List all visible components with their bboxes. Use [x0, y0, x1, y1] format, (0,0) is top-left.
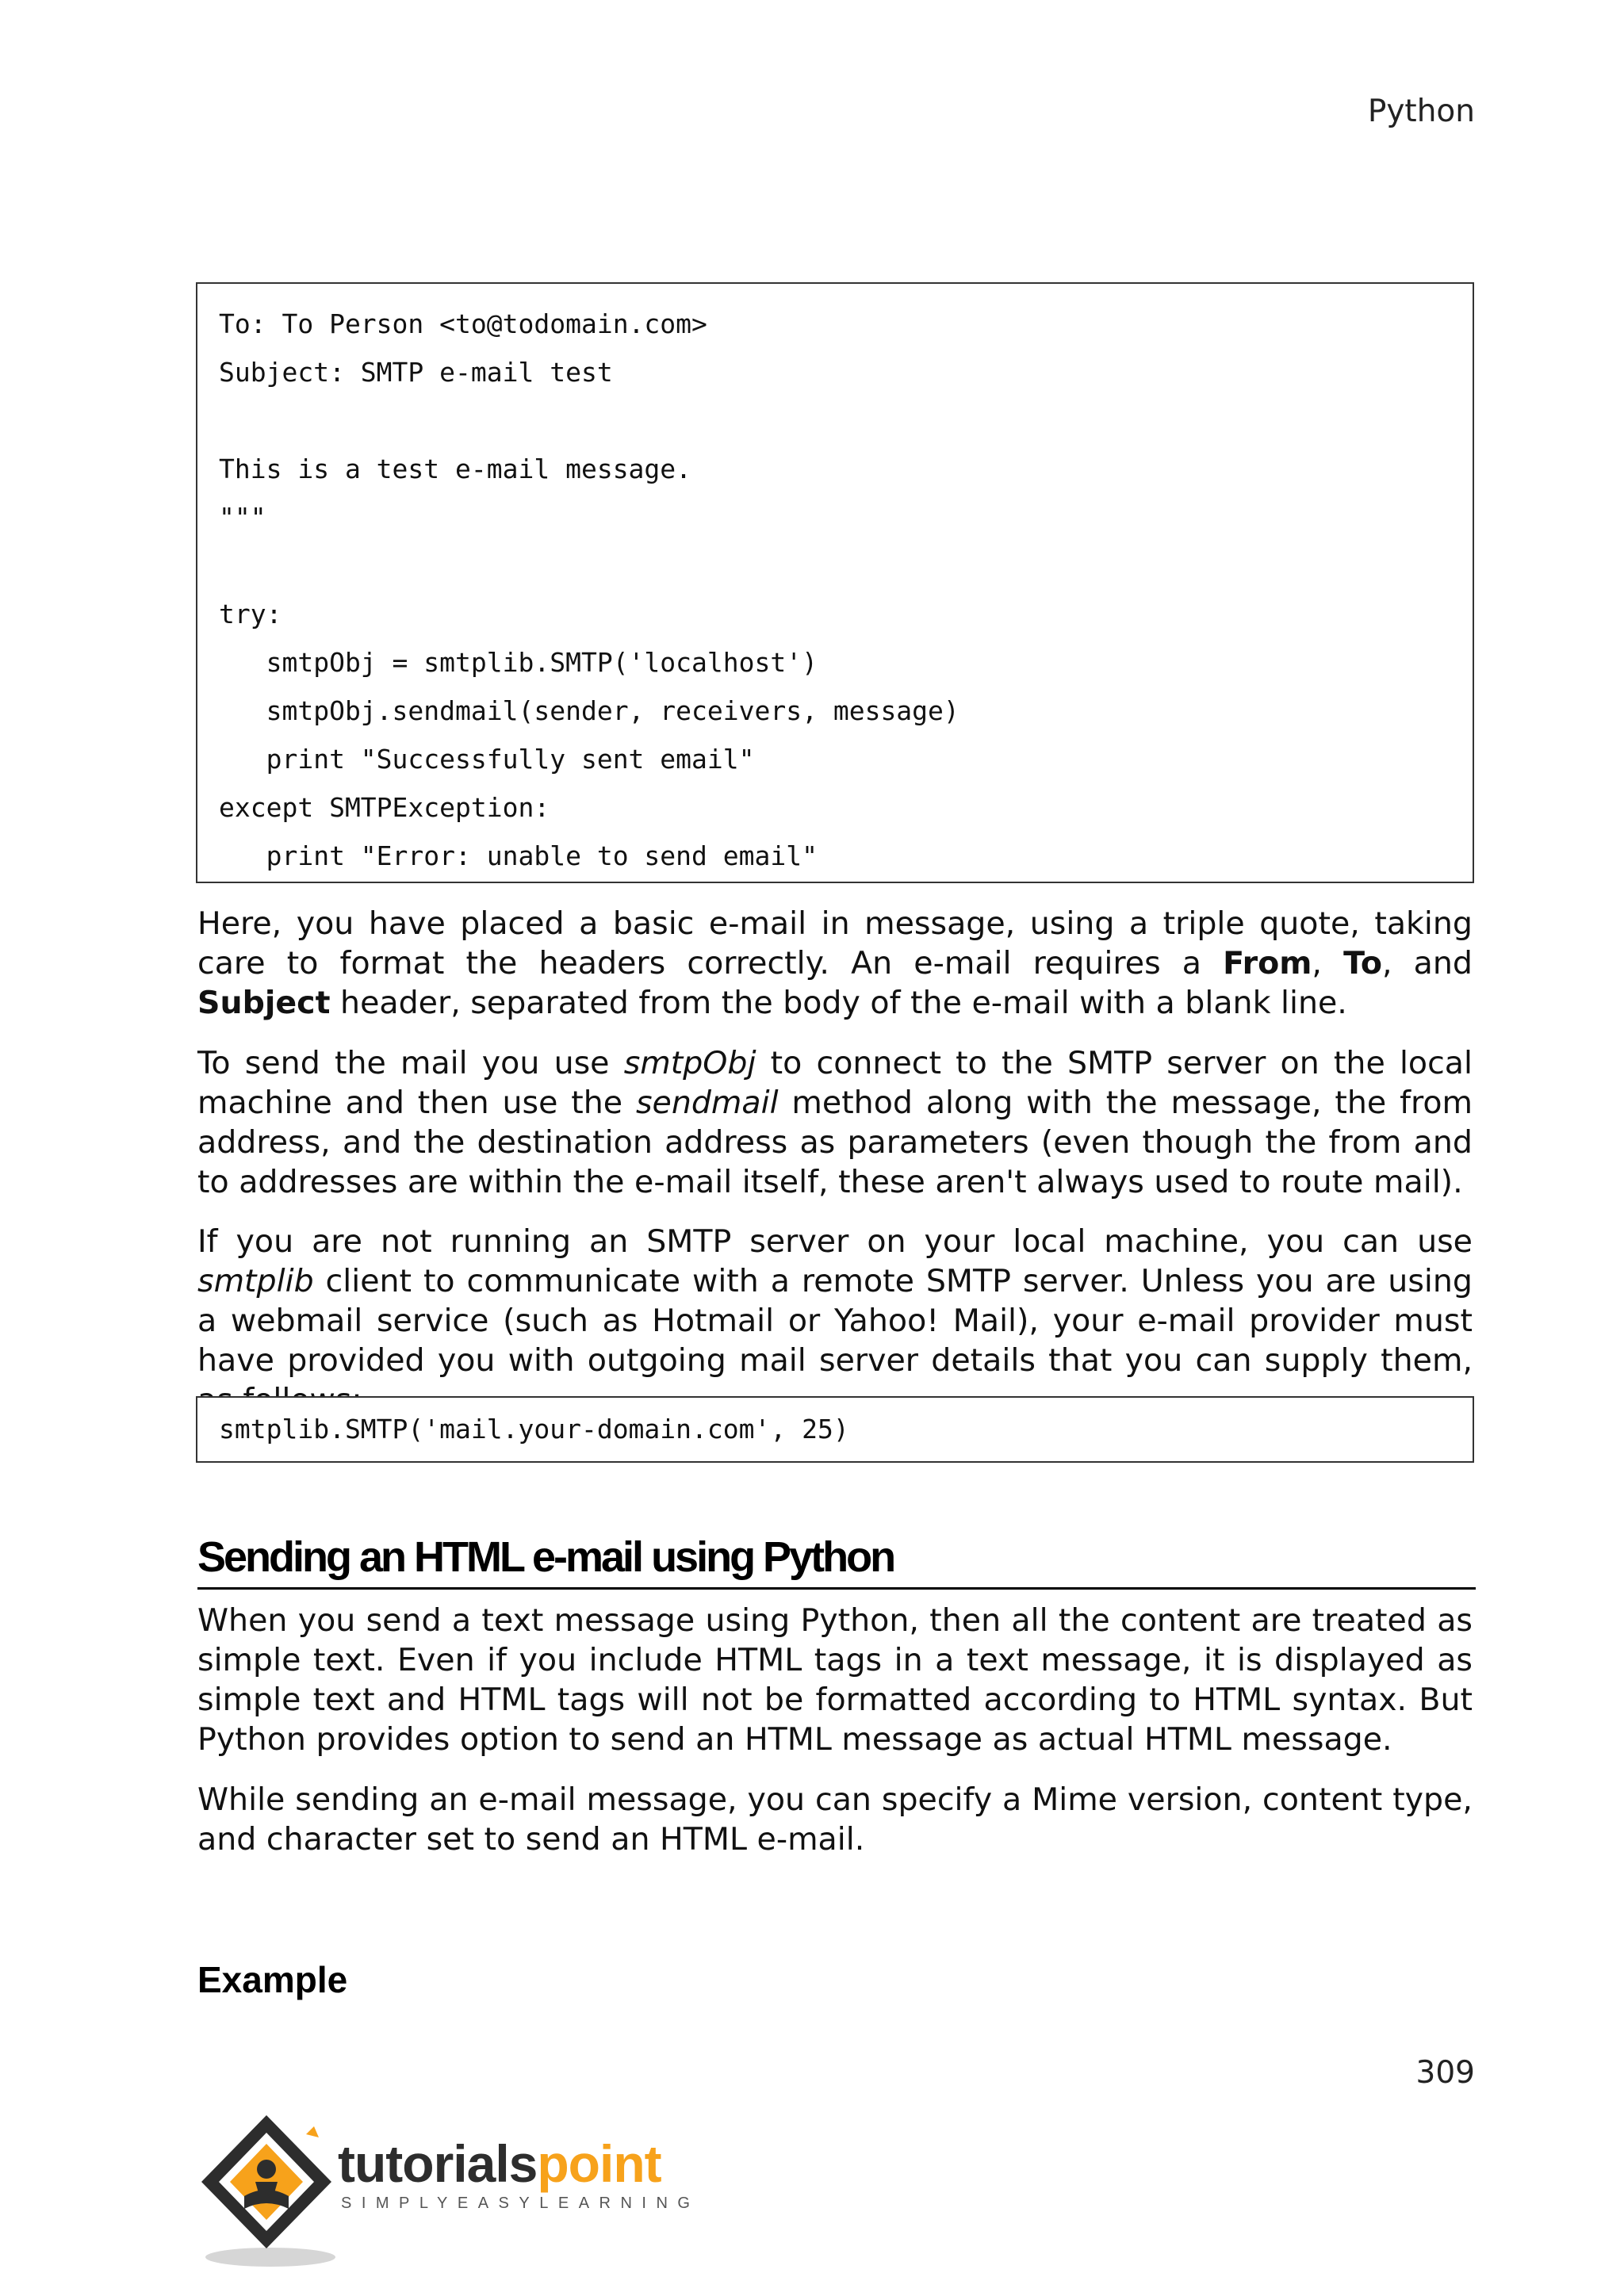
text-run: , and: [1381, 945, 1473, 982]
text-run: to connect to the SMTP server on the local machine and then use the: [197, 1045, 1473, 1121]
logo-tagline: SIMPLYEASYLEARNING: [341, 2195, 700, 2212]
text-run: method along with the message, the from address, and the destination address as parameters (even though the from and to addresses are within the e-mail itself, these aren't always used to route mail).: [197, 1085, 1473, 1200]
paragraph-mime-version: While sending an e-mail message, you can specify a Mime version, content type, and character set to send an HTML e-mail.: [197, 1781, 1473, 1858]
logo-word-dark: tutorials: [338, 2134, 538, 2193]
logo-wordmark: [338, 2136, 661, 2191]
code-line: except SMTPException:: [219, 792, 550, 823]
section-heading: Sending an HTML e-mail using Python: [197, 1532, 1476, 1590]
example-heading: Example: [197, 1959, 348, 2000]
code-block-email-script: [196, 282, 1474, 883]
text-run: If you are not running an SMTP server on your local machine, you can use: [197, 1223, 1473, 1260]
code-line: print "Error: unable to send email": [219, 840, 818, 871]
italic-term: smtpObj: [623, 1045, 756, 1081]
code-block-smtp-connect: smtplib.SMTP('mail.your-domain.com', 25): [196, 1396, 1474, 1463]
text-run: client to communicate with a remote SMTP server. Unless you are using a webmail service (such as Hotmail or Yahoo! Mail), your e-mail provider must have provided you with outgoing mail server details that you can supply them,: [197, 1263, 1473, 1379]
paragraph-html-intro: When you send a text message using Python, then all the content are treated as simple text. Even if you include HTML tags in a text message, it is displayed as simple text and HTML tags will not be formatted according to HTML syntax. But Python provides option to send an HTML message as actual HTML message.: [197, 1602, 1473, 1758]
code-line: [219, 396, 1473, 445]
page-number: 309: [1415, 2055, 1475, 2091]
text-run: header, separated from the body of the e-mail with a blank line.: [330, 985, 1347, 1021]
tutorialspoint-logo: [195, 2110, 700, 2269]
code-line: To: To Person <to@todomain.com>: [219, 308, 707, 339]
running-header: Python: [1367, 94, 1475, 129]
text-run: Here, you have placed a basic e-mail in message, using a triple quote, taking care to format the headers correctly. An e-mail requires a: [197, 905, 1473, 982]
italic-term: smtplib: [197, 1263, 314, 1299]
logo-word-accent: point: [537, 2134, 661, 2193]
italic-term: sendmail: [635, 1085, 779, 1121]
logo-diamond-icon: [195, 2110, 338, 2269]
code-line: """: [219, 502, 266, 533]
paragraph-headers-explanation: [197, 904, 1473, 1023]
code-line: smtpObj = smtplib.SMTP('localhost'): [219, 647, 818, 678]
code-line: try:: [219, 599, 282, 629]
bold-term: Subject: [197, 985, 331, 1021]
text-run: ,: [1312, 945, 1344, 982]
code-line: This is a test e-mail message.: [219, 453, 692, 484]
code-line: [219, 541, 1473, 590]
code-line: Subject: SMTP e-mail test: [219, 357, 613, 388]
code-line: smtpObj.sendmail(sender, receivers, message): [219, 695, 959, 726]
bold-term: To: [1343, 945, 1382, 982]
paragraph-smtpobj-explanation: [197, 1043, 1473, 1202]
bold-term: From: [1223, 945, 1312, 982]
text-run: To send the mail you use: [197, 1045, 624, 1081]
paragraph-remote-smtp: [197, 1222, 1473, 1420]
code-line: print "Successfully sent email": [219, 744, 755, 775]
